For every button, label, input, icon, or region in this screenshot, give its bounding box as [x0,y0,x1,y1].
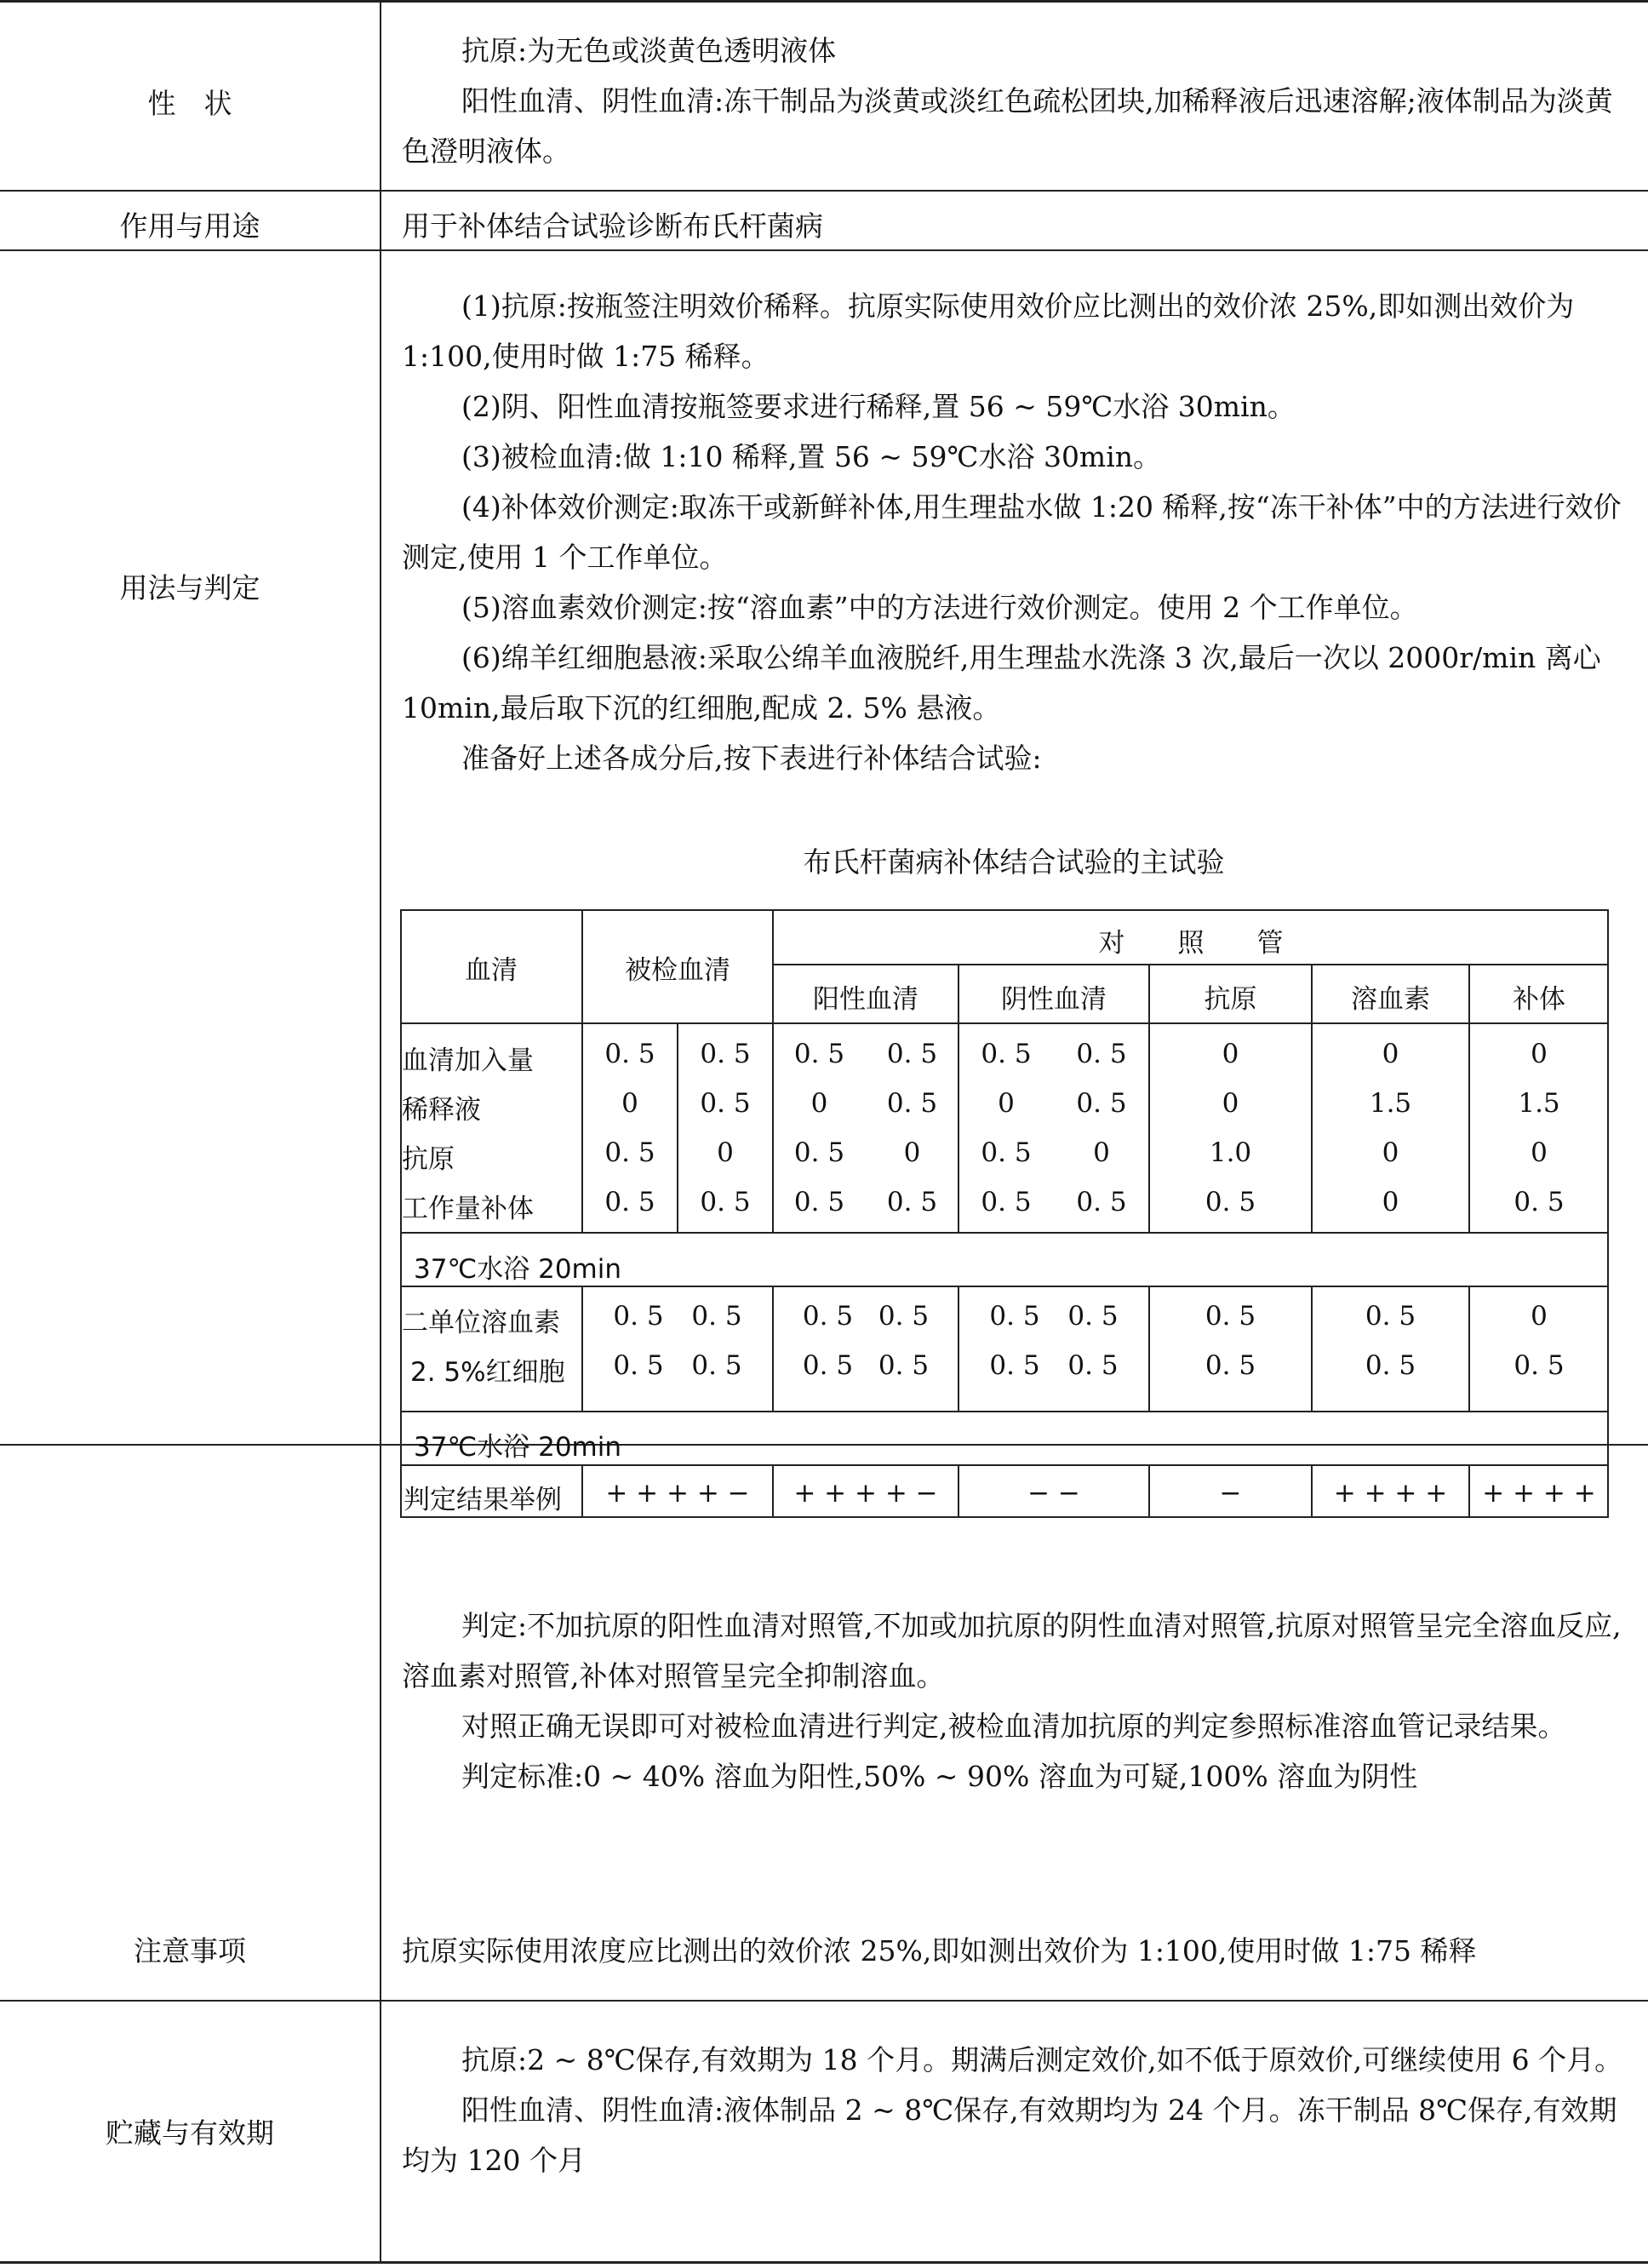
row-label-diluent: 稀释液 [402,1095,481,1125]
table-cell: 0. 5 [1205,1301,1256,1332]
judgement-content [402,1601,1628,1801]
table-cell: 0. 5 [1514,1187,1565,1217]
table-cell: 0. 5 [1514,1350,1565,1381]
row-label-usage: 作用与用途 [119,209,260,243]
row-divider [0,2000,1648,2002]
table-cell: 0. 5 [691,1301,742,1332]
properties-content [402,26,1628,176]
table-cell: 0. 5 [613,1301,664,1332]
row-label-hemolysin-2u: 二单位溶血素 [402,1308,560,1338]
table-cell: 0 [1531,1137,1548,1168]
table-cell: 0. 5 [886,1088,938,1119]
table-cell: 0. 5 [613,1350,664,1381]
row-label-storage: 贮藏与有效期 [106,2116,274,2150]
method-steps [402,281,1628,783]
row-label-properties: 性 状 [147,87,232,120]
judgement-2: 对照正确无误即可对被检血清进行判定,被检血清加抗原的判定参照标准溶血管记录结果。 [461,1710,1566,1743]
method-step-3: (3)被检血清:做 1:10 稀释,置 56 ~ 59℃水浴 30min。 [461,440,1162,473]
usage-text: 用于补体结合试验诊断布氏杆菌病 [402,209,823,243]
table-cell: 1.5 [1518,1088,1560,1119]
complement-fixation-table [400,909,1609,1518]
row-label-result-example: 判定结果举例 [403,1485,562,1515]
column-divider [380,0,381,2264]
table-cell: 0 [1222,1088,1239,1119]
result-cell: + + + + − [605,1478,750,1509]
table-cell: 0. 5 [981,1137,1032,1168]
table-cell: 0. 5 [793,1137,845,1168]
result-cell: + + + + − [793,1478,938,1509]
table-cell: 0 [1531,1301,1548,1332]
header-antigen: 抗原 [1204,984,1257,1015]
table-cell: 0. 5 [793,1187,845,1217]
table-cell: 1.0 [1209,1137,1252,1168]
table-cell: 0. 5 [802,1301,854,1332]
row-label-serum-amount: 血清加入量 [402,1045,534,1076]
header-negative-serum: 阴性血清 [1001,984,1107,1015]
table-cell: 0. 5 [1076,1187,1127,1217]
table-cell: 0. 5 [604,1187,655,1217]
table-cell: 0. 5 [886,1039,938,1069]
table-cell: 0. 5 [700,1088,751,1119]
table-cell: 0 [1093,1137,1110,1168]
table-cell: 0. 5 [1076,1088,1127,1119]
header-complement: 补体 [1513,984,1565,1015]
table-cell: 0. 5 [1076,1039,1127,1069]
table-cell: 0 [1382,1137,1399,1168]
table-cell: 0. 5 [700,1187,751,1217]
properties-serum: 阳性血清、阴性血清:冻干制品为淡黄或淡红色疏松团块,加稀释液后迅速溶解;液体制品为淡黄色澄明液体。 [402,84,1613,168]
method-step-2: (2)阴、阳性血清按瓶签要求进行稀释,置 56 ~ 59℃水浴 30min。 [461,390,1296,423]
row-label-red-cells: 2. 5%红细胞 [410,1357,565,1388]
header-positive-serum: 阳性血清 [813,984,918,1015]
result-cell: + + + + [1482,1478,1596,1509]
table-cell: 0. 5 [700,1039,751,1069]
table-cell: 0. 5 [1205,1187,1256,1217]
table-cell: 0 [717,1137,734,1168]
table-cell: 0. 5 [989,1350,1040,1381]
result-cell: − [1219,1478,1242,1509]
table-cell: 0. 5 [604,1137,655,1168]
header-hemolysin: 溶血素 [1351,984,1430,1015]
method-step-1: (1)抗原:按瓶签注明效价稀释。抗原实际使用效价应比测出的效价浓 25%,即如测出效价为 1:100,使用时做 1:75 稀释。 [402,289,1575,373]
row-divider [0,190,1648,192]
properties-antigen: 抗原:为无色或淡黄色透明液体 [461,34,837,67]
header-tested-serum: 被检血清 [625,955,730,986]
table-cell: 0. 5 [878,1301,930,1332]
table-cell: 0. 5 [878,1350,930,1381]
method-step-6: (6)绵羊红细胞悬液:采取公绵羊血液脱纤,用生理盐水洗涤 3 次,最后一次以 2000r/min 离心 10min,最后取下沉的红细胞,配成 2. 5% 悬液。 [402,641,1601,724]
table-cell: 0. 5 [1365,1301,1416,1332]
table-cell: 0 [998,1088,1015,1119]
table-cell: 1.5 [1369,1088,1412,1119]
storage-content [402,2035,1628,2185]
table-cell: 0. 5 [604,1039,655,1069]
method-step-4: (4)补体效价测定:取冻干或新鲜补体,用生理盐水做 1:20 稀释,按“冻干补体”中的方法进行效价测定,使用 1 个工作单位。 [402,490,1622,574]
table-cell: 0 [1382,1187,1399,1217]
table-cell: 0. 5 [1067,1301,1119,1332]
table-top-border [0,0,1648,3]
result-cell: − − [1027,1478,1080,1509]
table-cell: 0. 5 [981,1039,1032,1069]
table-caption: 布氏杆菌病补体结合试验的主试验 [803,845,1225,879]
row-label-working-complement: 工作量补体 [402,1194,534,1224]
storage-antigen: 抗原:2 ~ 8℃保存,有效期为 18 个月。期满后测定效价,如不低于原效价,可继续使用 6 个月。 [461,2043,1623,2076]
method-step-5: (5)溶血素效价测定:按“溶血素”中的方法进行效价测定。使用 2 个工作单位。 [461,591,1418,624]
table-cell: 0 [1382,1039,1399,1069]
row-label-antigen: 抗原 [402,1144,455,1175]
table-cell: 0. 5 [1205,1350,1256,1381]
row-divider [0,249,1648,251]
method-step-7: 准备好上述各成分后,按下表进行补体结合试验: [461,742,1042,775]
table-cell: 0 [1222,1039,1239,1069]
water-bath-1: 37℃水浴 20min [414,1254,622,1285]
row-label-notes: 注意事项 [134,1934,246,1967]
result-cell: + + + + [1333,1478,1448,1509]
row-label-method: 用法与判定 [119,571,260,604]
table-bottom-border [0,2261,1648,2264]
table-cell: 0. 5 [1067,1350,1119,1381]
table-cell: 0. 5 [1365,1350,1416,1381]
table-cell: 0 [810,1088,828,1119]
header-serum: 血清 [465,955,518,986]
table-cell: 0. 5 [793,1039,845,1069]
table-cell: 0. 5 [989,1301,1040,1332]
notes-text: 抗原实际使用浓度应比测出的效价浓 25%,即如测出效价为 1:100,使用时做 1:75 稀释 [402,1934,1477,1967]
table-cell: 0. 5 [691,1350,742,1381]
judgement-3: 判定标准:0 ~ 40% 溶血为阳性,50% ~ 90% 溶血为可疑,100% 溶血为阴性 [461,1760,1418,1793]
table-cell: 0. 5 [981,1187,1032,1217]
table-cell: 0 [1531,1039,1548,1069]
judgement-1: 判定:不加抗原的阳性血清对照管,不加或加抗原的阴性血清对照管,抗原对照管呈完全溶血反应,溶血素对照管,补体对照管呈完全抑制溶血。 [402,1609,1622,1692]
table-cell: 0 [621,1088,638,1119]
storage-serum: 阳性血清、阴性血清:液体制品 2 ~ 8℃保存,有效期均为 24 个月。冻干制品 8℃保存,有效期均为 120 个月 [402,2093,1617,2177]
table-cell: 0. 5 [802,1350,854,1381]
header-control-tubes: 对 照 管 [1098,928,1284,959]
table-cell: 0 [903,1137,921,1168]
water-bath-2: 37℃水浴 20min [414,1432,622,1463]
table-cell: 0. 5 [886,1187,938,1217]
